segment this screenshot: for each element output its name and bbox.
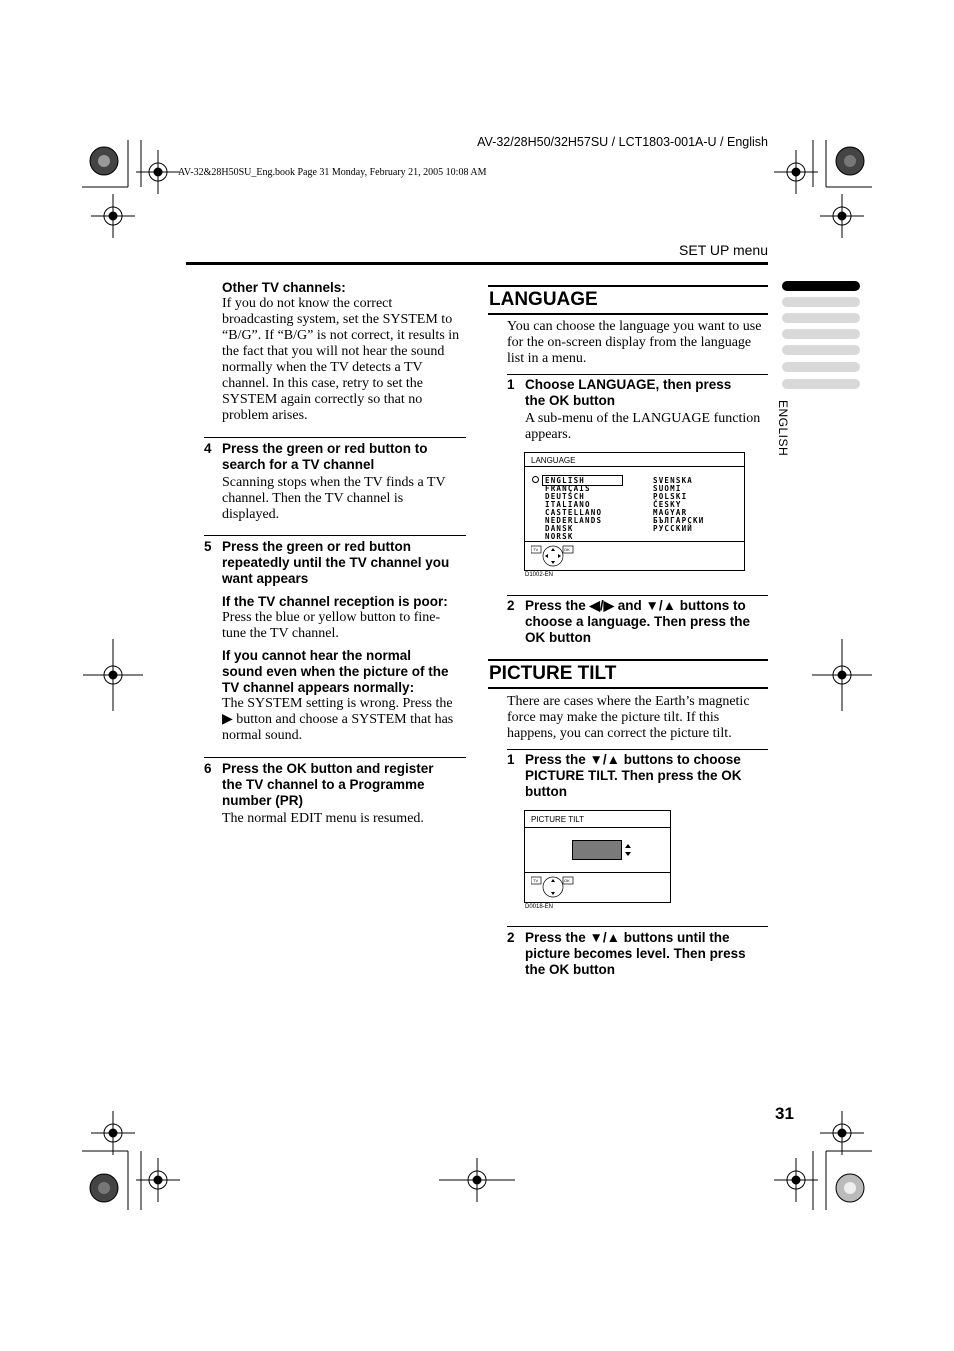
step-number: 2 xyxy=(507,598,515,613)
poor-reception-block xyxy=(222,594,467,642)
text-line: channel. Then the TV channel is xyxy=(222,491,404,506)
step-heading-line: choose a language. Then press the xyxy=(525,614,751,629)
text-line: The SYSTEM setting is wrong. Press the xyxy=(222,696,453,711)
side-tab xyxy=(782,379,860,389)
document-code: AV-32/28H50/32H57SU / LCT1803-001A-U / English xyxy=(477,135,768,149)
language-option[interactable]: ČESKY xyxy=(653,500,682,509)
up-down-arrows-icon xyxy=(624,843,632,857)
step-number: 2 xyxy=(507,930,515,945)
tv-button-label: TV xyxy=(533,878,539,883)
step-6 xyxy=(222,761,467,827)
other-tv-channels-text xyxy=(222,296,467,424)
side-tab xyxy=(782,362,860,372)
picture-tilt-step-2 xyxy=(525,930,769,978)
language-option[interactable]: ITALIANO xyxy=(545,500,591,509)
book-file-line: AV-32&28H50SU_Eng.book Page 31 Monday, February 21, 2005 10:08 AM xyxy=(178,167,487,178)
menu-divider xyxy=(525,872,670,873)
step-heading-line: Press the green or red button to xyxy=(222,441,428,456)
tv-button-label: TV xyxy=(533,547,539,552)
language-option[interactable]: MAGYAR xyxy=(653,508,688,517)
step-5 xyxy=(222,539,467,587)
step-divider xyxy=(507,749,768,750)
text-line: the fact that you will not hear the sound xyxy=(222,344,445,359)
step-heading-line: Press the ◀/▶ and ▼/▲ buttons to xyxy=(525,598,746,613)
selection-marker-icon xyxy=(532,476,539,483)
language-option[interactable]: DANSK xyxy=(545,524,574,533)
side-tab xyxy=(782,345,860,355)
language-menu-screen xyxy=(524,452,745,571)
no-sound-heading-line: sound even when the picture of the xyxy=(222,664,449,679)
text-line: force may make the picture tilt. If this xyxy=(507,710,720,725)
step-divider xyxy=(204,757,466,758)
step-heading-line: want appears xyxy=(222,571,309,586)
other-tv-channels-heading: Other TV channels: xyxy=(222,280,346,295)
picture-tilt-menu-screen xyxy=(524,810,671,903)
step-heading-line: the OK button xyxy=(525,393,615,408)
step-number: 6 xyxy=(204,761,212,776)
poor-reception-heading: If the TV channel reception is poor: xyxy=(222,594,448,609)
step-heading-line: Press the ▼/▲ buttons to choose xyxy=(525,752,741,767)
step-heading-line: picture becomes level. Then press xyxy=(525,946,746,961)
picture-tilt-heading: PICTURE TILT xyxy=(488,659,768,689)
picture-tilt-intro xyxy=(507,694,769,742)
no-sound-heading-line: TV channel appears normally: xyxy=(222,680,415,695)
step-divider xyxy=(204,437,466,438)
side-tab xyxy=(782,313,860,323)
step-heading-line: repeatedly until the TV channel you xyxy=(222,555,450,570)
step-divider xyxy=(204,535,466,536)
figure-code: D1002-EN xyxy=(525,572,554,578)
text-line: appears. xyxy=(525,427,572,442)
other-tv-channels-block xyxy=(222,280,467,424)
text-line: for the on-screen display from the language xyxy=(507,335,752,350)
step-heading-line: OK button xyxy=(525,630,591,645)
step-heading-line: button xyxy=(525,784,567,799)
text-line: SYSTEM again correctly so that no xyxy=(222,392,423,407)
language-step-2 xyxy=(525,598,769,646)
no-sound-block xyxy=(222,648,467,744)
step-4 xyxy=(222,441,467,523)
text-line: normal sound. xyxy=(222,728,303,743)
no-sound-heading-line: If you cannot hear the normal xyxy=(222,648,412,663)
side-tab-active xyxy=(782,281,860,291)
language-option[interactable]: DEUTSCH xyxy=(545,492,586,501)
side-language-label: ENGLISH xyxy=(776,400,790,457)
side-tab xyxy=(782,297,860,307)
page-number: 31 xyxy=(775,1104,794,1123)
step-heading-line: Choose LANGUAGE, then press xyxy=(525,377,732,392)
language-option[interactable]: POLSKI xyxy=(653,492,688,501)
ok-button-label: OK xyxy=(564,878,570,883)
figure-code: D0018-EN xyxy=(525,904,554,910)
language-step-1-body xyxy=(525,411,769,443)
step-body: The normal EDIT menu is resumed. xyxy=(222,811,424,826)
step-number: 1 xyxy=(507,377,515,392)
menu-title: PICTURE TILT xyxy=(531,815,585,824)
step-body xyxy=(222,475,467,523)
picture-tilt-step-1 xyxy=(525,752,769,800)
text-line: There are cases where the Earth’s magnetic xyxy=(507,694,750,709)
language-option[interactable]: FRANÇAIS xyxy=(545,484,591,493)
text-line: You can choose the language you want to use xyxy=(507,319,762,334)
step-heading-line: the TV channel to a Programme xyxy=(222,777,425,792)
language-option[interactable]: SVENSKA xyxy=(653,476,694,485)
language-option[interactable]: SUOMI xyxy=(653,484,682,493)
step-divider xyxy=(507,926,768,927)
language-option[interactable]: CASTELLANO xyxy=(545,508,603,517)
menu-title: LANGUAGE xyxy=(531,456,576,465)
step-heading-line: number (PR) xyxy=(222,793,303,808)
step-number: 1 xyxy=(507,752,515,767)
menu-divider xyxy=(525,827,670,828)
section-label: SET UP menu xyxy=(679,242,768,258)
ok-button-label: OK xyxy=(564,547,570,552)
language-option[interactable]: ENGLISH xyxy=(545,476,586,485)
menu-divider xyxy=(525,541,744,542)
text-line: displayed. xyxy=(222,507,280,522)
language-option[interactable]: NEDERLANDS xyxy=(545,516,603,525)
header-rule xyxy=(186,262,768,265)
step-divider xyxy=(507,374,768,375)
step-number: 5 xyxy=(204,539,212,554)
step-heading-line: search for a TV channel xyxy=(222,457,375,472)
step-number: 4 xyxy=(204,441,212,456)
text-line: happens, you can correct the picture tilt. xyxy=(507,726,732,741)
text-line: “B/G”. If “B/G” is not correct, it results in xyxy=(222,328,460,343)
step-heading-line: Press the ▼/▲ buttons until the xyxy=(525,930,730,945)
step-heading-line: Press the green or red button xyxy=(222,539,412,554)
tilt-value-box[interactable] xyxy=(572,840,622,860)
text-line: normally when the TV detects a TV xyxy=(222,360,423,375)
text-line: ▶ button and choose a SYSTEM that has xyxy=(222,712,454,727)
text-line: list in a menu. xyxy=(507,351,587,366)
text-line: If you do not know the correct xyxy=(222,296,393,311)
language-option[interactable]: NORSK xyxy=(545,532,574,541)
step-heading-line: PICTURE TILT. Then press the OK xyxy=(525,768,742,783)
language-heading: LANGUAGE xyxy=(488,285,768,315)
step-heading-line: the OK button xyxy=(525,962,615,977)
text-line: broadcasting system, set the SYSTEM to xyxy=(222,312,453,327)
text-line: channel. In this case, retry to set the xyxy=(222,376,423,391)
text-line: Scanning stops when the TV finds a TV xyxy=(222,475,446,490)
language-intro xyxy=(507,319,769,367)
text-line: tune the TV channel. xyxy=(222,626,339,641)
text-line: Press the blue or yellow button to fine- xyxy=(222,610,441,625)
side-tab xyxy=(782,329,860,339)
language-option[interactable]: БЪЛГАРСКИ xyxy=(653,516,705,525)
step-divider xyxy=(507,595,768,596)
step-heading-line: Press the OK button and register xyxy=(222,761,434,776)
language-option[interactable]: РУССКИЙ xyxy=(653,524,694,533)
menu-divider xyxy=(525,466,744,467)
text-line: problem arises. xyxy=(222,408,308,423)
text-line: A sub-menu of the LANGUAGE function xyxy=(525,411,761,426)
language-step-1 xyxy=(525,377,769,409)
